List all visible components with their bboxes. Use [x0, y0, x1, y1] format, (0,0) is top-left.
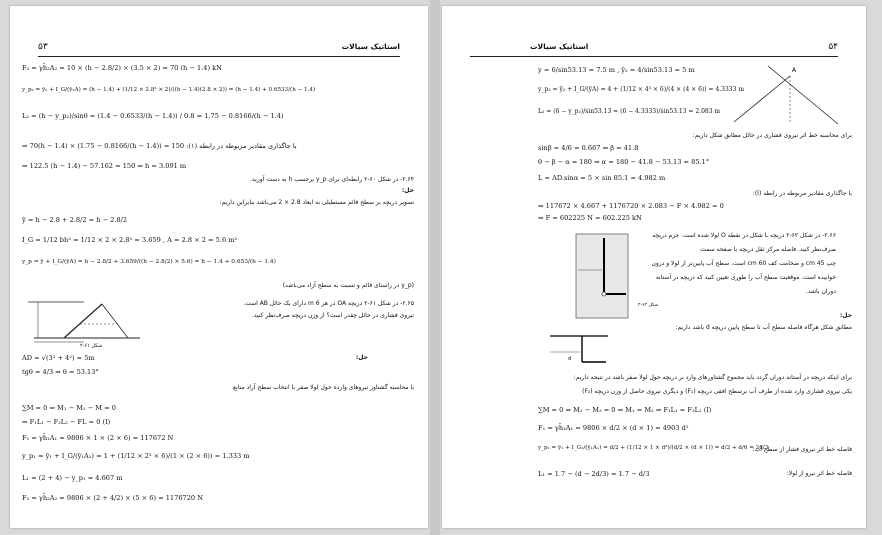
equation-line: AD = √(3² + 4²) = 5m [22, 354, 95, 362]
equation-line: L₂ = (6 − y_p₂)/sin53.13 = (6 − 4.3333)/sin53.13 = 2.083 m [538, 108, 721, 115]
text-line: مطابق شکل هرگاه فاصله سطح آب تا سطح پایین دریچه d باشد داریم: [675, 324, 852, 331]
problem-text: صرف‌نظر کنید. فاصله مرکز ثقل دریچه با صفحه سمت [700, 246, 836, 253]
text-line: فاصله خط اثر نیرو از لولا: [786, 470, 852, 477]
book-gutter [430, 0, 440, 535]
equation-line: sinβ = 4/6 = 0.667 ⇒ β = 41.8 [538, 144, 639, 152]
text-line: فاصله خط اثر نیروی فشار از سطح آب: [752, 446, 852, 453]
equation-line: F₁ = γh̄₁A₁ = 9806 × d/2 × (d × 1) = 4903 d² [538, 424, 689, 432]
equation-line: L₂ = (h − y_p₂)/sinθ = (1.4 − 0.6533/(h − 1.4)) / 0.8 = 1.75 − 0.8166/(h − 1.4) [22, 112, 284, 120]
equation-line: ⇒ 117672 × 4.667 + 1176720 × 2.083 − F × 4.982 = 0 [538, 202, 724, 210]
page-number: ۵۳ [38, 42, 48, 52]
equation-line: ⇒ 122.5 (h − 1.4) − 57.162 = 150 ⇒ h = 3.091 m [22, 162, 187, 170]
equation-line: y = 6/sin53.13 = 7.5 m , ȳ₂ = 4/sin53.13 = 5 m [538, 66, 695, 74]
equation-line: L₁ = (2 + 4) − y_p₁ = 4.667 m [22, 474, 123, 482]
svg-text:A: A [792, 67, 797, 74]
text-line: تصویر دریچه بر سطح قائم مستطیلی به ابعاد 2.8 × 2 می‌باشد بنابراین داریم: [219, 199, 414, 206]
problem-text: خوابیده است. موقعیت سطح آب را طوری تعیین کنید که دریچه در آستانه [655, 274, 836, 281]
svg-text:d: d [568, 356, 572, 362]
page-number: ۵۴ [828, 42, 838, 52]
equation-line: L = AD.sinα = 5 × sin 85.1 = 4.982 m [538, 174, 666, 182]
equation-line: F₁ = γh̄₁A₁ = 9806 × 1 × (2 × 6) = 117672 N [22, 434, 174, 442]
figure-caption: شکل ۶۱-۲ [80, 343, 103, 349]
equation-line: y_p = ȳ + I_G/(ȳA) = h − 2.8/2 + 3.659/((h − 2.8/2) × 5.6) = h − 1.4 + 0.653/(h − 1.4) [22, 259, 276, 265]
strut-angle-figure [728, 62, 844, 134]
solution-label: حل: [355, 354, 368, 361]
gate-strut-figure [24, 294, 144, 346]
text-line: با محاسبه گشتاور نیروهای وارده حول لولا صفر با انتخاب سطح آزاد منابع [232, 384, 414, 391]
equation-line: L₁ = 1.7 − (d − 2d/3) = 1.7 − d/3 [538, 470, 650, 478]
equation-line: y_p₁ = ȳ₁ + I_G₁/(ȳ₁A₁) = d/2 + (1/12 × 1 × d³)/(d/2 × (d × 1)) = d/2 + d/6 = 2d/3 [538, 445, 769, 451]
running-title: استاتیک سیالات [341, 42, 400, 51]
figure-caption: شکل ۶۲-۲ [638, 303, 659, 308]
right-page-header [470, 42, 838, 57]
solution-label: حل: [839, 312, 852, 319]
equation-line: ȳ = h − 2.8 + 2.8/2 = h − 2.8/2 [22, 216, 128, 224]
running-title: استاتیک سیالات [530, 42, 589, 51]
problem-text: چپ 45 cm و ضخامت کف 60 cm است. سطح آب پایین‌تر از لولا و درون [651, 260, 836, 267]
equation-line: y_p₁ = ȳ₁ + I_G/(ȳ₁A₁) = 1 + (1/12 × 2³ × 6)/(1 × (2 × 6)) = 1.333 m [22, 452, 250, 460]
left-page [10, 6, 428, 528]
equation-line: y_p₂ = ȳ₂ + I_G/(ȳA) = 4 + (1/12 × 4³ × 6)/(4 × (4 × 6)) = 4.3333 m [538, 86, 745, 93]
equation-line: F₂ = γh̄₂A₂ = 9806 × (2 + 4/2) × (5 × 6) = 1176720 N [22, 494, 203, 502]
equation-line: ⇒ F = 602225 N = 602.225 kN [538, 214, 642, 222]
left-page-header [38, 42, 400, 57]
note-line: (y_p در راستای قائم و نسبت به سطح آزاد می‌باشد) [282, 282, 414, 289]
equation-line: tgθ = 4/3 ⇒ θ = 53.13° [22, 368, 99, 376]
equation-line: I_G = 1/12 bh³ = 1/12 × 2 × 2.8³ = 3.659 , A = 2.8 × 2 = 5.6 m² [22, 236, 238, 244]
l-gate-figure [574, 230, 630, 320]
water-level-figure [546, 332, 612, 368]
text-line: یکی نیروی فشاری وارد شده از طرف آب برسطح افقی دریچه (F₁) و دیگری نیروی حاصل از وزن دریچه (F₂) [582, 388, 852, 395]
equation-line: ∑M = 0 ⇒ M₁ − M₂ = 0 ⇒ M₁ = M₂ ⇒ F₁L₁ = F₂L₂ (I) [538, 406, 712, 414]
problem-text: ۲.۶۵- در شکل ۶۱-۲ دریچه OA در هر 6 m دارای یک حائل AB است. [243, 300, 414, 307]
equation-line: ∑M = 0 ⇒ M₁ − M₂ − M = 0 [22, 404, 116, 412]
problem-text: نیروی فشاری در حائل چقدر است؟ از وزن دریچه صرف‌نظر کنید. [251, 312, 414, 319]
text-line: با جاگذاری مقادیر مربوطه در رابطه (I): [752, 190, 852, 197]
text-line: برای محاسبه خط اثر نیروی فشاری در حائل مطابق شکل داریم: [692, 132, 852, 139]
solution-label: حل: [401, 187, 414, 194]
equation-line: y_p₂ = ȳ₂ + I_G/(ȳ₂A) = (h − 1.4) + (1/12 × 2.8³ × 2)/((h − 1.4)(2.8 × 2)) = (h − 1.4) + 0.6533/(h − 1.4) [22, 87, 316, 93]
problem-text: ۲.۶۶- در شکل ۶۲-۲ دریچه L شکل در نقطه O لولا شده است. جرم دریچه [652, 232, 836, 239]
equation-line: θ − β − α = 180 ⇒ α = 180 − 41.8 − 53.13 = 85.1° [538, 158, 710, 166]
equation-line: ⇒ 70(h − 1.4) × (1.75 − 0.8166/(h − 1.4)) = 150 :با جاگذاری مقادیر مربوطه در رابطه (۱) [22, 142, 297, 150]
text-line: برای اینکه دریچه در آستانه دوران گردد باید مجموع گشتاورهای وارد بر دریچه حول لولا صفر باشد در نتیجه داریم: [573, 374, 852, 381]
problem-text: ۲.۶۴- در شکل ۶۰-۲ رابطه‌ای برای y_p برحسب h به دست آورید. [250, 176, 414, 183]
right-page [442, 6, 866, 528]
problem-text: دوران باشد. [805, 288, 836, 295]
equation-line: F₂ = γh̄₂A₂ = 10 × (h − 2.8/2) × (3.5 × 2) = 70 (h − 1.4) kN [22, 64, 222, 72]
equation-line: ⇒ F₁L₁ − F₂L₂ − FL = 0 (I) [22, 418, 111, 426]
